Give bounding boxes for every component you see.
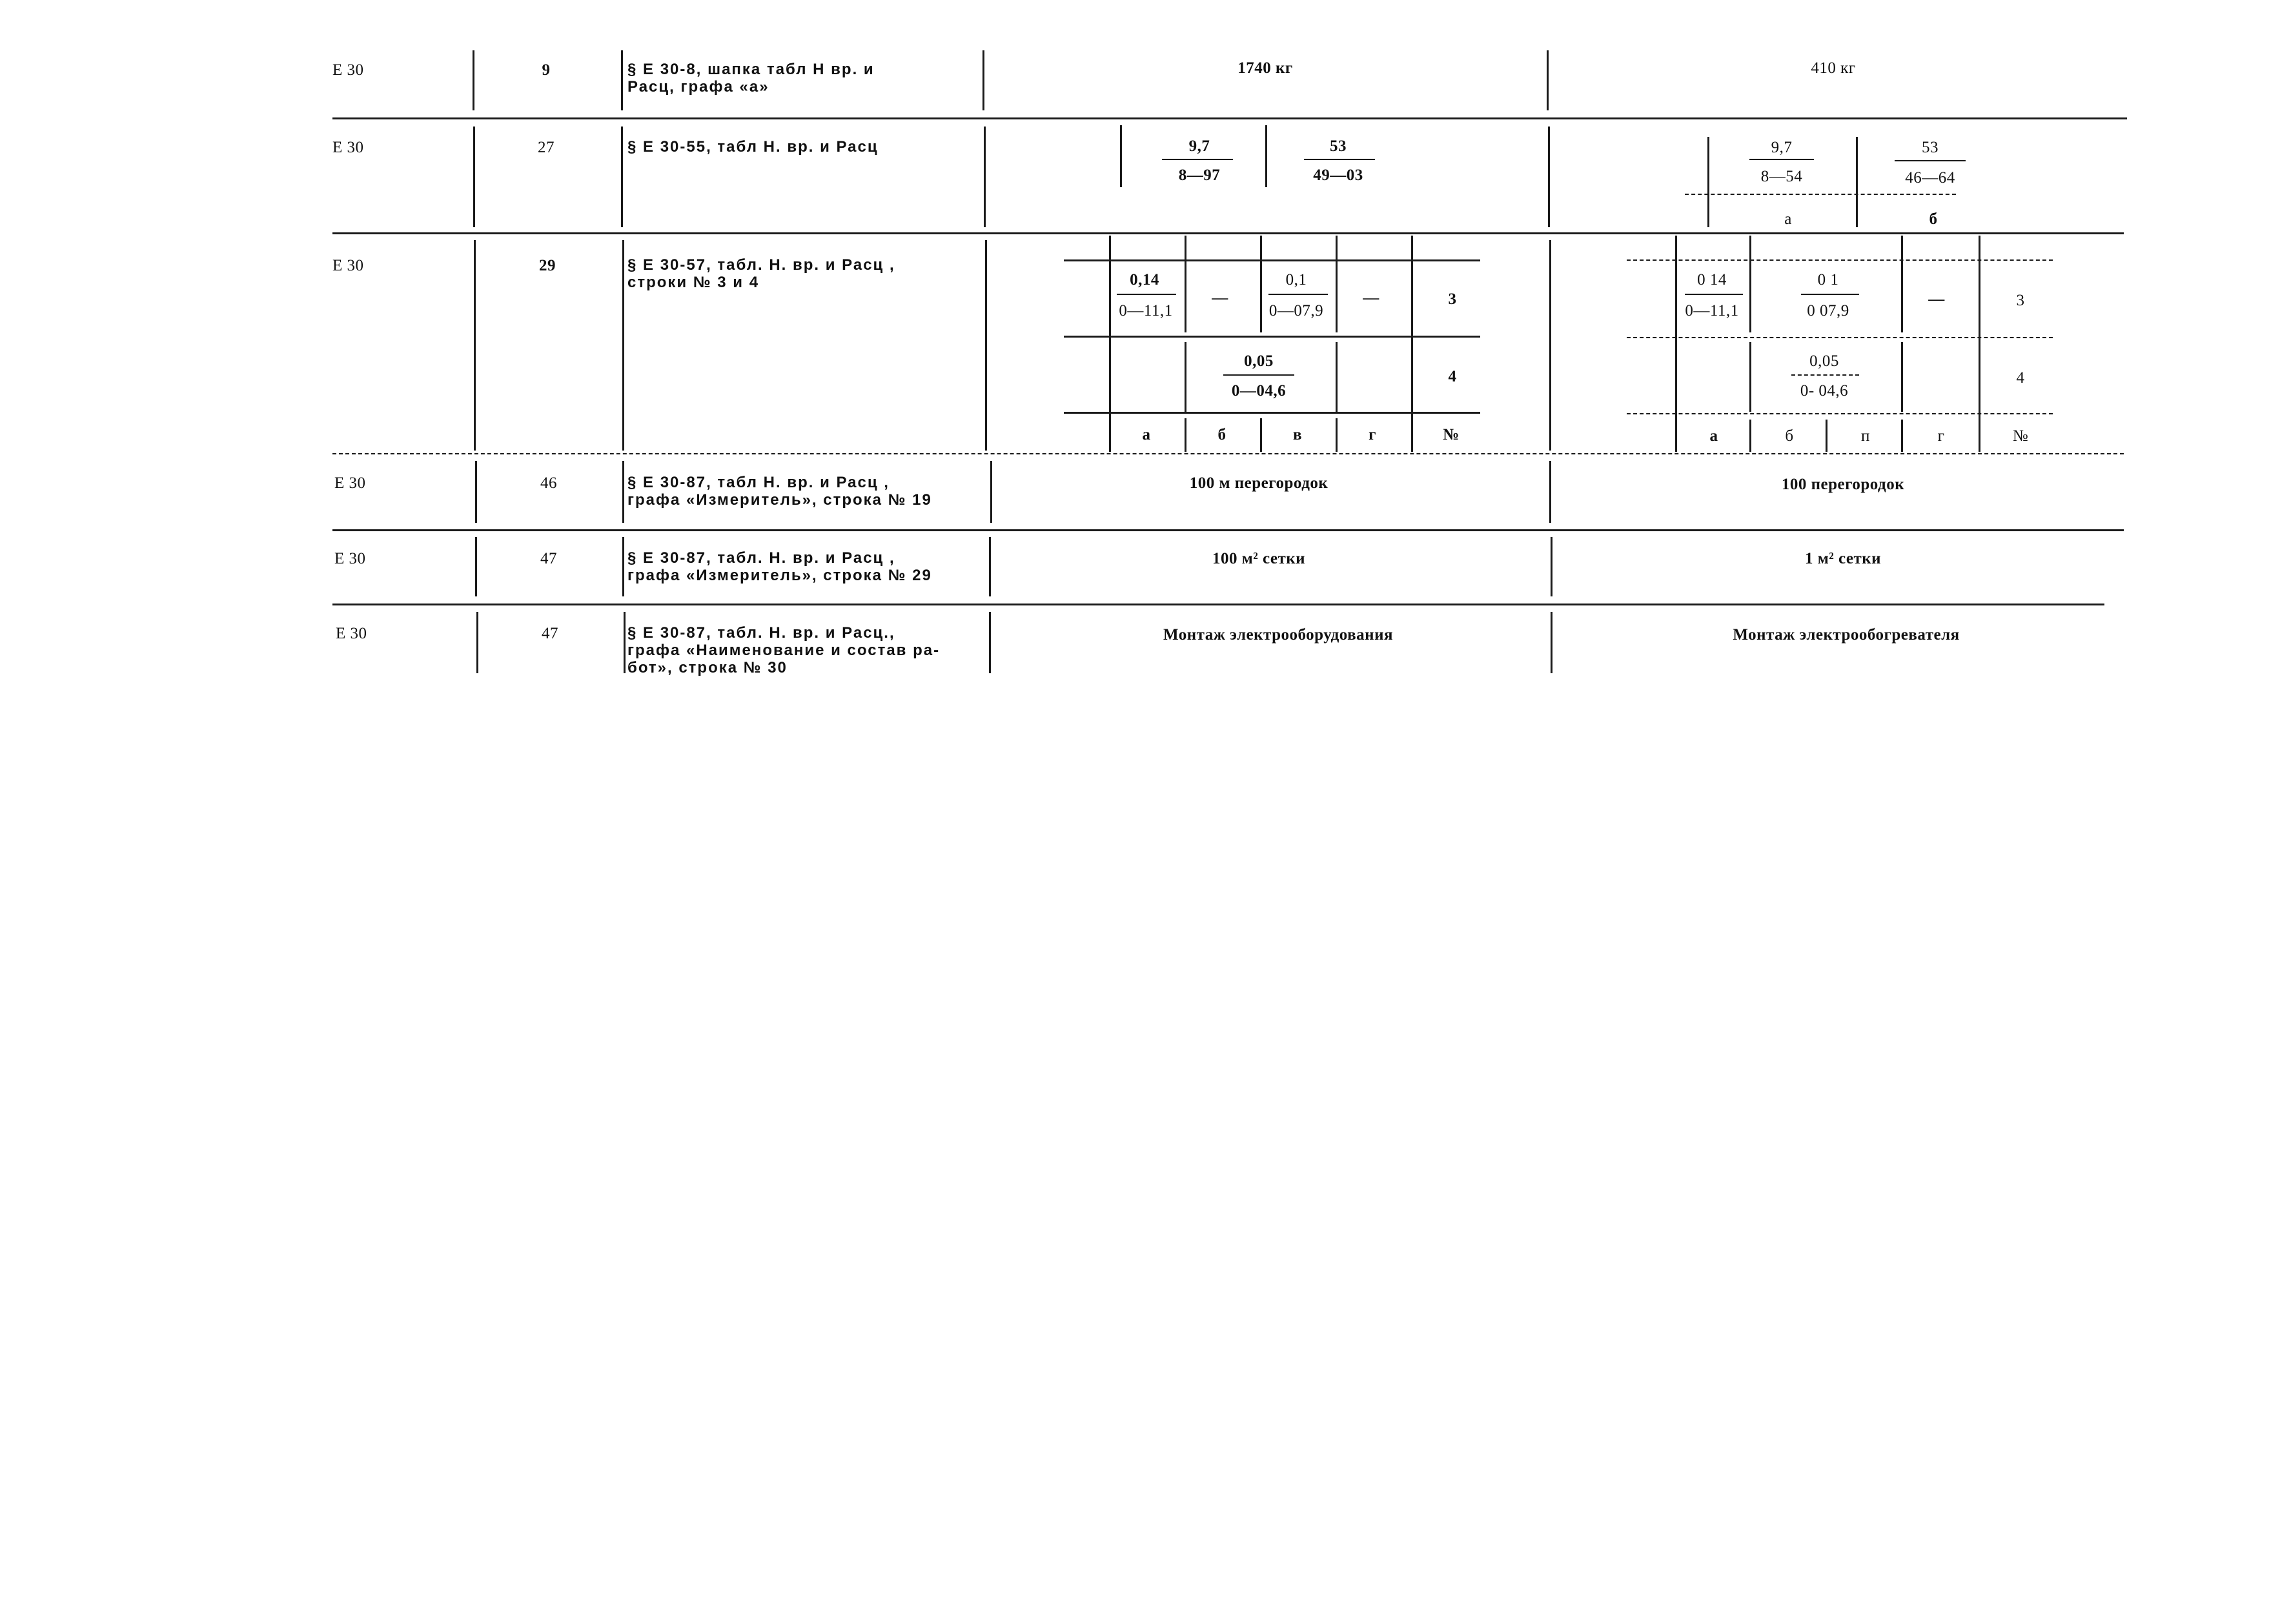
reference-line: § Е 30-55, табл Н. вр. и Расц xyxy=(627,138,879,156)
sub-rule xyxy=(1411,236,1413,452)
fraction-denominator: 49—03 xyxy=(1313,167,1363,184)
fraction-denominator: 0 07,9 xyxy=(1807,302,1849,320)
row-rule xyxy=(332,453,2124,454)
dash-cell: — xyxy=(1212,289,1228,307)
page-cell: 9 xyxy=(542,61,551,79)
reference-line: графа «Наименование и состав ра- xyxy=(627,642,941,659)
fraction-denominator: 0—07,9 xyxy=(1268,302,1324,320)
fraction-bar xyxy=(1895,160,1966,161)
printed-value: 100 м перегородок xyxy=(1189,474,1328,492)
corrected-value: 410 кг xyxy=(1811,59,1856,77)
printed-value: Монтаж электрооборудования xyxy=(1163,626,1394,644)
reference-line: графа «Измеритель», строка № 19 xyxy=(627,491,932,509)
column-rule xyxy=(621,127,623,227)
fraction-bar xyxy=(1223,374,1294,376)
sub-rule xyxy=(1749,342,1751,412)
sub-rule xyxy=(1064,412,1480,414)
column-rule xyxy=(989,612,991,673)
sub-rule xyxy=(1901,236,1903,332)
page-cell: 47 xyxy=(540,550,557,567)
sub-rule xyxy=(1675,236,1677,452)
reference-line: § Е 30-8, шапка табл Н вр. и xyxy=(627,61,875,78)
column-rule xyxy=(1549,461,1551,523)
row-number: 4 xyxy=(1448,368,1457,385)
sub-rule xyxy=(1064,259,1480,261)
sub-rule xyxy=(1109,236,1111,452)
fraction-bar xyxy=(1685,294,1743,295)
column-rule xyxy=(982,50,984,110)
sub-rule xyxy=(1336,418,1338,452)
column-rule xyxy=(1551,612,1552,673)
sub-rule xyxy=(1336,342,1338,412)
column-label: № xyxy=(1443,426,1460,443)
column-rule xyxy=(989,537,991,596)
sub-rule xyxy=(1979,236,1980,452)
page-cell: 46 xyxy=(540,474,557,492)
sub-rule xyxy=(1749,236,1751,332)
fraction-numerator: 0 1 xyxy=(1817,271,1839,289)
fraction-denominator: 0—11,1 xyxy=(1119,302,1173,320)
column-rule xyxy=(985,240,987,451)
corrected-value: Монтаж электрообогревателя xyxy=(1733,626,1960,644)
row-rule xyxy=(332,604,2104,605)
column-rule xyxy=(473,127,475,227)
fraction-denominator: 0—11,1 xyxy=(1685,302,1739,320)
row-rule xyxy=(332,529,2124,531)
sub-rule xyxy=(1627,259,2053,261)
fraction-numerator: 9,7 xyxy=(1188,137,1210,155)
column-rule xyxy=(475,537,477,596)
reference-line: § Е 30-57, табл. Н. вр. и Расц , xyxy=(627,256,895,274)
row-rule xyxy=(332,232,2124,234)
printed-value: 100 м² сетки xyxy=(1212,550,1306,567)
corrected-value: 100 перегородок xyxy=(1781,476,1905,493)
reference-line: § Е 30-87, табл. Н. вр. и Расц., xyxy=(627,624,895,642)
sub-rule xyxy=(1185,342,1186,412)
page-cell: 27 xyxy=(538,139,555,156)
code-cell: Е 30 xyxy=(334,474,366,492)
row-number: 3 xyxy=(2016,292,2025,309)
code-cell: Е 30 xyxy=(336,625,367,642)
column-label: а xyxy=(1784,210,1792,228)
column-label: в xyxy=(1292,426,1303,443)
sub-rule xyxy=(1185,236,1186,332)
fraction-numerator: 0,05 xyxy=(1809,352,1839,370)
sub-rule xyxy=(1627,337,2053,338)
fraction-bar xyxy=(1791,374,1859,376)
column-rule xyxy=(476,612,478,673)
column-rule xyxy=(984,127,986,227)
fraction-denominator: 0—04,6 xyxy=(1231,382,1287,400)
column-rule xyxy=(475,461,477,523)
fraction-bar xyxy=(1268,294,1328,295)
corrected-value: 1 м² сетки xyxy=(1804,550,1882,567)
sub-rule xyxy=(1260,418,1262,452)
column-rule xyxy=(1549,240,1551,451)
column-label: г xyxy=(1937,427,1945,445)
sub-rule xyxy=(1901,342,1903,412)
fraction-denominator: 8—97 xyxy=(1178,167,1221,184)
fraction-bar xyxy=(1801,294,1859,295)
fraction-numerator: 9,7 xyxy=(1771,139,1793,156)
fraction-numerator: 0,1 xyxy=(1285,271,1307,289)
column-label: г xyxy=(1369,426,1376,443)
code-cell: Е 30 xyxy=(334,550,366,567)
row-number: 4 xyxy=(2016,369,2025,387)
reference-line: § Е 30-87, табл. Н. вр. и Расц , xyxy=(627,549,895,567)
column-rule xyxy=(621,50,623,110)
fraction-bar xyxy=(1304,159,1375,160)
column-rule xyxy=(1547,50,1549,110)
column-label: п xyxy=(1861,427,1870,445)
reference-line: бот», строка № 30 xyxy=(627,659,788,676)
column-rule xyxy=(622,240,624,451)
column-rule xyxy=(474,240,476,451)
row-rule xyxy=(332,117,2127,119)
fraction-denominator: 46—64 xyxy=(1905,169,1955,187)
column-rule xyxy=(622,461,624,523)
cell-rule xyxy=(1265,125,1267,187)
fraction-denominator: 0- 04,6 xyxy=(1800,382,1849,400)
fraction-numerator: 53 xyxy=(1330,137,1347,155)
reference-line: графа «Измеритель», строка № 29 xyxy=(627,567,932,584)
fraction-numerator: 0 14 xyxy=(1697,271,1727,289)
sub-rule xyxy=(1826,420,1827,452)
sub-rule xyxy=(1185,418,1186,452)
dash-cell: — xyxy=(1928,290,1945,308)
column-rule xyxy=(624,612,626,673)
reference-line: Расц, графа «а» xyxy=(627,78,769,96)
fraction-numerator: 0,14 xyxy=(1130,271,1159,289)
sub-rule xyxy=(1685,194,1956,195)
page-cell: 29 xyxy=(539,257,556,274)
reference-line: § Е 30-87, табл Н. вр. и Расц , xyxy=(627,474,890,491)
cell-rule xyxy=(1856,137,1858,227)
fraction-denominator: 8—54 xyxy=(1760,168,1803,185)
sub-rule xyxy=(1749,420,1751,452)
fraction-bar xyxy=(1162,159,1233,160)
page-cell: 47 xyxy=(542,625,558,642)
sub-rule xyxy=(1336,236,1338,332)
column-label: № xyxy=(2012,427,2029,445)
column-rule xyxy=(990,461,992,523)
fraction-bar xyxy=(1117,294,1176,295)
sub-rule xyxy=(1260,236,1262,332)
fraction-numerator: 0,05 xyxy=(1244,352,1274,370)
column-label: а xyxy=(1709,427,1718,445)
column-rule xyxy=(473,50,474,110)
column-label: б xyxy=(1929,210,1938,228)
cell-rule xyxy=(1707,137,1709,227)
sub-rule xyxy=(1064,336,1480,338)
sub-rule xyxy=(1627,413,2053,414)
column-label: б xyxy=(1785,427,1794,445)
column-label: а xyxy=(1142,426,1151,443)
code-cell: Е 30 xyxy=(332,257,364,274)
column-rule xyxy=(622,537,624,596)
printed-value: 1740 кг xyxy=(1237,59,1293,77)
code-cell: Е 30 xyxy=(332,61,364,79)
column-label: б xyxy=(1217,426,1227,443)
sub-rule xyxy=(1901,420,1903,452)
fraction-bar xyxy=(1749,159,1814,160)
column-rule xyxy=(1548,127,1550,227)
cell-rule xyxy=(1120,125,1122,187)
dash-cell: — xyxy=(1363,289,1379,307)
code-cell: Е 30 xyxy=(332,139,364,156)
row-number: 3 xyxy=(1448,290,1457,308)
reference-line: строки № 3 и 4 xyxy=(627,274,760,291)
fraction-numerator: 53 xyxy=(1922,139,1939,156)
column-rule xyxy=(1551,537,1552,596)
